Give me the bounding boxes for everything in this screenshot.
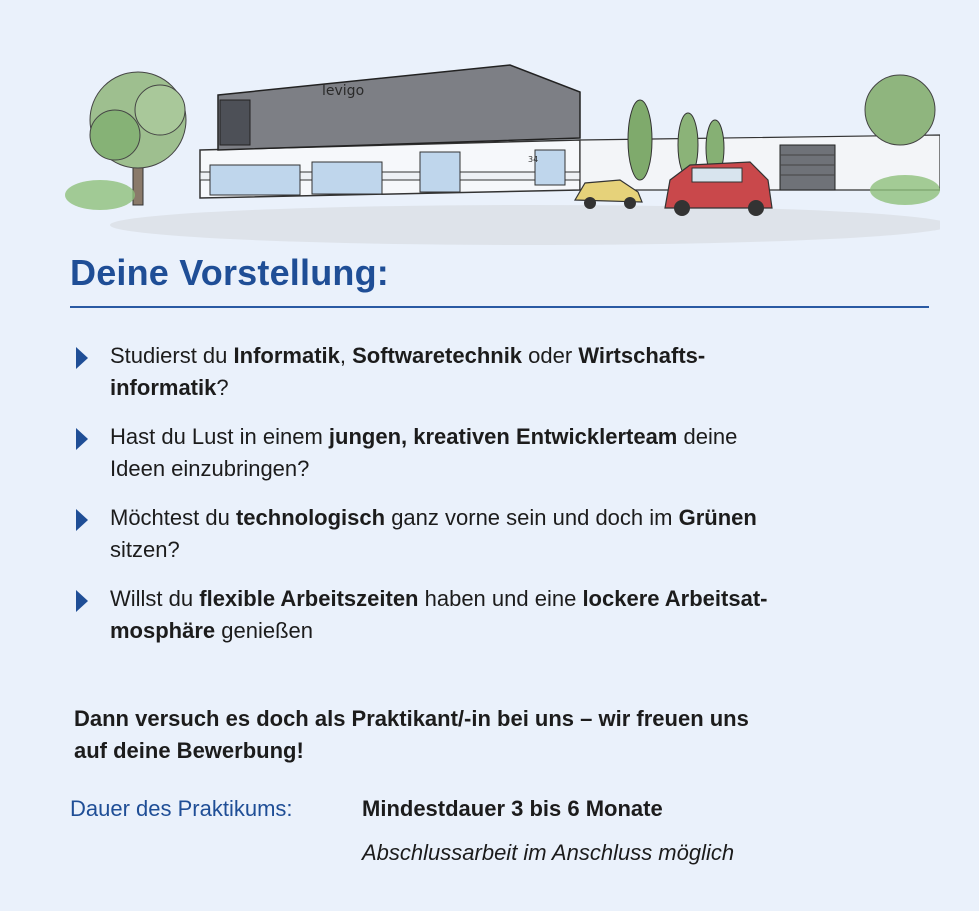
bullet-list [72,340,912,664]
bullet-text: haben und eine [418,586,583,611]
bullet-text: Studierst du [110,343,234,368]
bullet-text: Ideen einzubringen? [110,456,310,481]
closing-line-1: Dann versuch es doch als Praktikant/-in bei uns – wir freuen uns [74,706,749,731]
building-illustration [60,40,940,250]
bullet-text-bold: flexible Arbeitszeiten [199,586,419,611]
duration-value: Mindestdauer 3 bis 6 Monate [362,796,663,821]
bullet-text-bold: mosphäre [110,618,216,643]
bullet-arrow-icon [76,509,88,531]
duration-label: Dauer des Praktikums: [70,796,293,821]
bullet-item [72,340,912,404]
bullet-text-bold: Wirtschafts- [578,343,706,368]
bullet-text: , [339,343,353,368]
building-illustration-main [200,65,580,198]
bullet-item [72,421,912,485]
building-sign: levigo [322,83,365,99]
bullet-text: genießen [215,618,314,643]
bullet-text: oder [522,343,579,368]
closing-text [74,703,894,767]
house-number: 34 [528,155,539,164]
bullet-text: Möchtest du [110,505,236,530]
bullet-arrow-icon [76,428,88,450]
bullet-text: Hast du Lust in einem [110,424,329,449]
bullet-text-bold: Informatik [233,343,340,368]
bullet-item [72,583,912,647]
page-heading: Deine Vorstellung: [70,252,389,293]
duration-note: Abschlussarbeit im Anschluss möglich [362,840,735,865]
tree-left-illustration [65,72,186,210]
bullet-text-bold: Grünen [678,505,757,530]
bullet-text: ganz vorne sein und doch im [385,505,679,530]
bullet-text-bold: Softwaretechnik [352,343,523,368]
bullet-text-bold: lockere Arbeitsat- [582,586,768,611]
bullet-text: deine [677,424,738,449]
bullet-item [72,502,912,566]
bullet-text-bold: informatik [110,375,217,400]
bullet-text-bold: technologisch [235,505,386,530]
closing-line-2: auf deine Bewerbung! [74,738,304,763]
bullet-text: Willst du [110,586,200,611]
bullet-text: sitzen? [110,537,180,562]
bullet-text: ? [216,375,229,400]
heading-divider [70,306,929,308]
bullet-text-bold: jungen, kreativen Entwicklerteam [328,424,678,449]
bullet-arrow-icon [76,590,88,612]
bullet-arrow-icon [76,347,88,369]
